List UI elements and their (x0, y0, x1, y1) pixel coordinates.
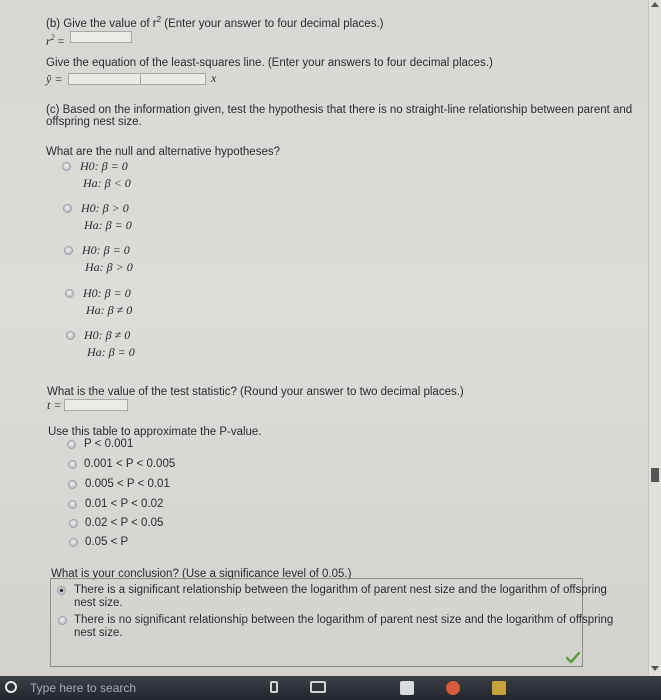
ha-text: Ha: β = 0 (84, 218, 132, 232)
pvalue-text: 0.02 < P < 0.05 (85, 517, 164, 529)
cortana-icon[interactable] (5, 681, 17, 693)
conclusion-text: There is a significant relationship between the logarithm of parent nest size and the logarithm of offspring (74, 584, 607, 596)
ha-text: Ha: β < 0 (83, 176, 131, 190)
ha-text: Ha: β = 0 (87, 345, 135, 359)
radio-button[interactable] (69, 538, 78, 547)
r2-label: $r^2$ = (46, 33, 65, 48)
scroll-up-icon[interactable] (651, 2, 659, 7)
scroll-thumb[interactable] (651, 468, 659, 482)
pvalue-text: 0.001 < P < 0.005 (84, 458, 176, 470)
radio-button[interactable] (64, 246, 73, 255)
conclusion-question: What is your conclusion? (Use a significance level of 0.05.) (51, 568, 352, 580)
pvalue-text: 0.01 < P < 0.02 (85, 498, 164, 510)
ha-text: Ha: β ≠ 0 (86, 303, 133, 317)
pvalue-text: 0.005 < P < 0.01 (85, 478, 170, 490)
intercept-input[interactable] (68, 73, 144, 85)
chrome-icon[interactable] (446, 681, 460, 695)
vertical-scrollbar[interactable] (648, 0, 661, 676)
pvalue-question: Use this table to approximate the P-value. (48, 426, 262, 438)
pvalue-text: P < 0.001 (84, 438, 134, 450)
task-view-icon[interactable] (310, 681, 326, 693)
microphone-icon[interactable] (270, 681, 278, 693)
h0-text: H0: β = 0 (82, 243, 130, 257)
ha-text: Ha: β > 0 (85, 260, 133, 274)
r2-input[interactable] (70, 31, 132, 43)
radio-button[interactable] (58, 616, 67, 625)
radio-button[interactable] (68, 460, 77, 469)
slope-input[interactable] (140, 73, 206, 85)
yhat-label: ŷ = (46, 72, 63, 86)
pvalue-text: 0.05 < P (85, 536, 129, 548)
t-label: t = (47, 398, 62, 412)
radio-button[interactable] (68, 480, 77, 489)
taskbar-search-input[interactable]: Type here to search (30, 681, 137, 695)
store-icon[interactable] (400, 681, 414, 695)
x-label: x (211, 71, 217, 85)
h0-text: H0: β ≠ 0 (84, 328, 131, 342)
file-explorer-icon[interactable] (492, 681, 506, 695)
part-c-line1: (c) Based on the information given, test the hypothesis that there is no straight-line relationship between parent and (46, 104, 633, 116)
radio-button[interactable] (62, 162, 71, 171)
radio-button[interactable] (69, 519, 78, 528)
radio-button-selected[interactable] (57, 586, 66, 595)
radio-button[interactable] (63, 204, 72, 213)
conclusion-text-cont: nest size. (74, 597, 123, 609)
test-statistic-question: What is the value of the test statistic? (Round your answer to two decimal places.) (47, 386, 464, 398)
radio-button[interactable] (68, 500, 77, 509)
windows-taskbar (0, 676, 661, 700)
part-c-line2: offspring nest size. (46, 116, 142, 128)
check-icon (566, 651, 580, 669)
scroll-down-icon[interactable] (651, 666, 659, 671)
hypotheses-question: What are the null and alternative hypotheses? (46, 146, 280, 158)
conclusion-text: There is no significant relationship between the logarithm of parent nest size and the logarithm of offspring (74, 614, 614, 626)
equation-prompt: Give the equation of the least-squares line. (Enter your answers to four decimal places.) (46, 57, 493, 69)
radio-button[interactable] (65, 289, 74, 298)
h0-text: H0: β = 0 (80, 159, 128, 173)
radio-button[interactable] (66, 331, 75, 340)
r2-prompt: (b) Give the value of $r^2$ (Enter your answer to four decimal places.) (46, 15, 384, 30)
t-input[interactable] (64, 399, 128, 411)
conclusion-text-cont: nest size. (74, 627, 123, 639)
radio-button[interactable] (67, 440, 76, 449)
h0-text: H0: β > 0 (81, 201, 129, 215)
h0-text: H0: β = 0 (83, 286, 131, 300)
